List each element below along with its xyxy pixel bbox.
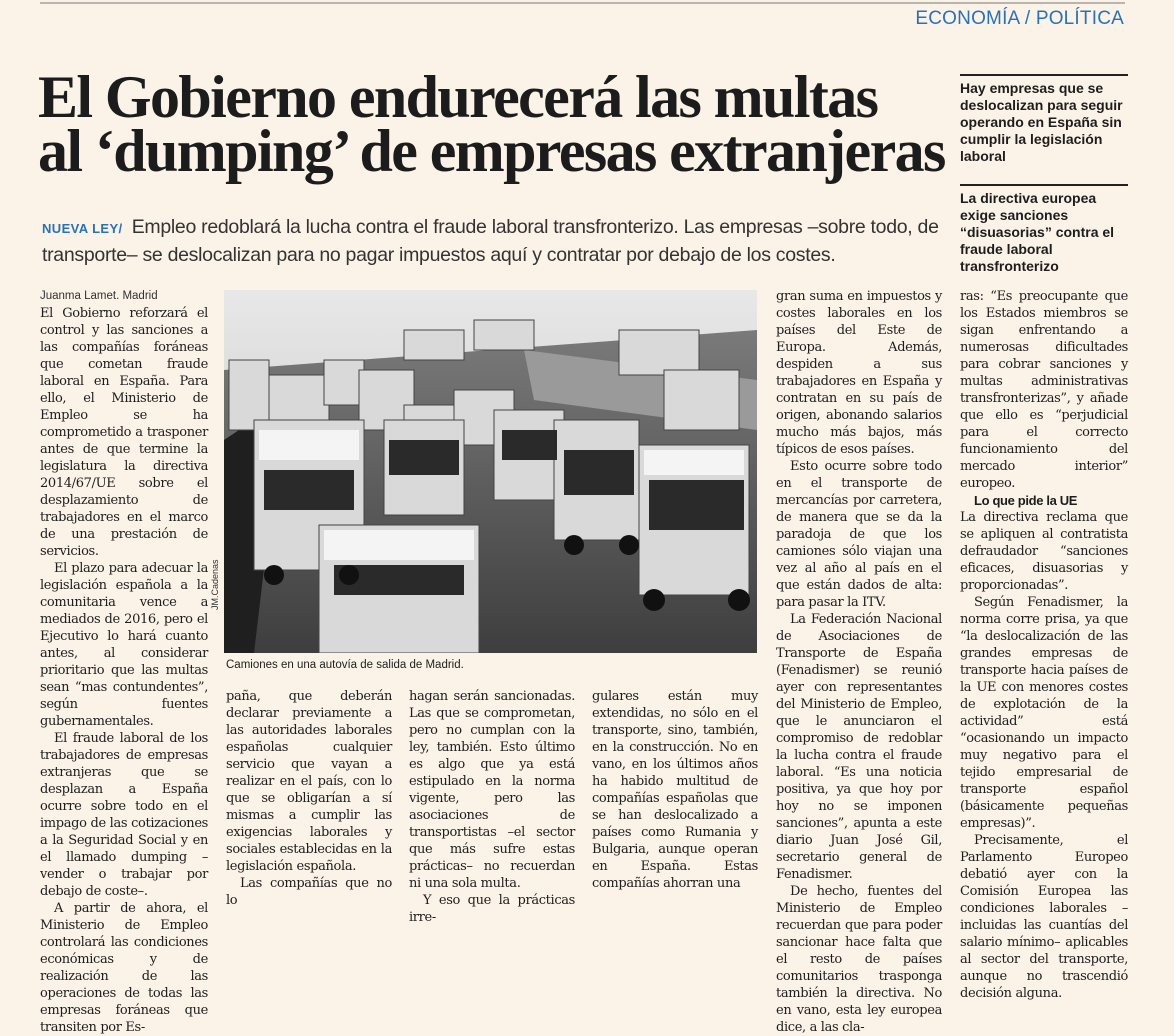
paragraph: Según Fenadismer, la norma corre prisa, ya que “la deslocalización de las grandes empresas de transporte hacia países de la UE con menores costes de explotación de la actividad” está “ocasionando un impacto muy negativo para el tejido empresarial de transporte español (básicamente pequeñas empresas)”. — [960, 595, 1128, 831]
column-4-bottom — [592, 688, 758, 892]
lead-tag: NUEVA LEY/ — [42, 221, 123, 236]
lead-paragraph — [42, 214, 942, 268]
photo-caption: Camiones en una autovía de salida de Madrid. — [226, 659, 464, 671]
subheading: Lo que pide la UE — [974, 493, 1078, 508]
top-rule — [40, 2, 1125, 4]
paragraph: gran suma en impuestos y costes laborales en los países del Este de Europa. Además, despiden a sus trabajadores en España y contratan en su país de origen, abonando salarios mucho más bajos, más típicos de esos países. — [776, 289, 942, 457]
photo-credit: JM.Cadenas — [210, 559, 220, 610]
paragraph: gulares están muy extendidas, no sólo en el transporte, sino, también, en la construcción. No en vano, en los últimos años ha habido multitud de compañías españolas que se han deslocalizado a países como Rumania y Bulgaria, aunque operan en España. Estas compañías ahorran una — [592, 689, 758, 891]
sidebar-highlight-2: La directiva europea exige sanciones “disuasorias” contra el fraude laboral transfronterizo — [960, 184, 1128, 275]
paragraph: El Gobierno reforzará el control y las sanciones a las compañías foráneas que cometan fraude laboral en España. Para ello, el Ministerio de Empleo se ha comprometido a trasponer antes de que termine la legislatura la directiva 2014/67/UE sobre el desplazamiento de trabajadores en el marco de una prestación de servicios. — [40, 306, 208, 559]
paragraph: paña, que deberán declarar previamente a las autoridades laborales españolas cualquier servicio que vayan a realizar en el país, con lo que se obligarían a sí mismas a cumplir las exigencias laborales y sociales establecidas en la legislación española. — [226, 689, 392, 874]
column-2 — [226, 688, 392, 909]
column-5 — [960, 288, 1128, 1002]
column-3 — [409, 688, 575, 926]
paragraph: A partir de ahora, el Ministerio de Empleo controlará las condiciones económicas y de realización de las operaciones de todas las empresas foráneas que transiten por Es- — [40, 901, 208, 1035]
paragraph: De hecho, fuentes del Ministerio de Empleo recuerdan que para poder sancionar hace falta que el resto de países comunitarios trasponga también la directiva. No en vano, esta ley europea dice, a las cla- — [776, 884, 942, 1035]
paragraph: El fraude laboral de los trabajadores de empresas extranjeras que se desplazan a España ocurre sobre todo en el impago de las cotizaciones a la Seguridad Social y en el llamado dumping –vender o trabajar por debajo de coste–. — [40, 731, 208, 899]
paragraph: Y eso que la prácticas irre- — [409, 893, 575, 925]
column-1 — [40, 305, 208, 1036]
column-4 — [776, 288, 942, 1036]
paragraph: Precisamente, el Parlamento Europeo debatió ayer con la Comisión Europea las condiciones laborales –incluidas las cuantías del salario mínimo– aplicables al sector del transporte, aunque no trascendió decisión alguna. — [960, 833, 1128, 1001]
paragraph: ras: “Es preocupante que los Estados miembros se sigan enfrentando a numerosas dificultades para cobrar sanciones y multas administrativas transfronterizas”, y añade que ello es “perjudicial para el correcto funcionamiento del mercado interior” europeo. — [960, 289, 1128, 491]
paragraph: La directiva reclama que se apliquen al contratista defraudador “sanciones eficaces, disuasorias y proporcionadas”. — [960, 510, 1128, 593]
headline — [38, 64, 945, 184]
paragraph: Esto ocurre sobre todo en el transporte de mercancías por carretera, de manera que se da la paradoja de que los camiones sólo viajan una vez al año al país en el que están dados de alta: para pasar la ITV. — [776, 459, 942, 610]
sidebar-highlight-1: Hay empresas que se deslocalizan para seguir operando en España sin cumplir la legislación laboral — [960, 74, 1128, 165]
headline-line-2: al ‘dumping’ de empresas extranjeras — [38, 118, 945, 184]
paragraph: hagan serán sancionadas. Las que se comprometan, pero no cumplan con la ley, también. Esto último es algo que ya está estipulado en la norma vigente, pero las asociaciones de transportistas –el sector que más sufre estas prácticas– no recuerdan ni una sola multa. — [409, 689, 575, 891]
lead-text: Empleo redoblará la lucha contra el fraude laboral transfronterizo. Las empresas –sobre todo, de transporte– se deslocalizan para no pagar impuestos aquí y contratar por debajo de los costes. — [42, 216, 939, 266]
paragraph: Las compañías que no lo — [226, 876, 392, 908]
paragraph: La Federación Nacional de Asociaciones de Transporte de España (Fenadismer) se reunió ayer con representantes del Ministerio de Empleo, que le anunciaron el compromiso de redoblar la lucha contra el fraude laboral. “Es una noticia positiva, ya que hoy por hoy no se imponen sanciones”, apunta a este diario Juan José Gil, secretario general de Fenadismer. — [776, 612, 942, 882]
article-photo — [224, 290, 757, 653]
paragraph: El plazo para adecuar la legislación española a la comunitaria vence a mediados de 2016, pero el Ejecutivo lo hará cuanto antes, al considerar prioritario que las multas sean “mas contundentes”, según fuentes gubernamentales. — [40, 561, 208, 729]
section-label: ECONOMÍA / POLÍTICA — [915, 8, 1124, 29]
headline-line-1: El Gobierno endurecerá las multas — [38, 64, 878, 130]
byline: Juanma Lamet. Madrid — [40, 290, 158, 302]
trucks-photo — [224, 290, 757, 653]
